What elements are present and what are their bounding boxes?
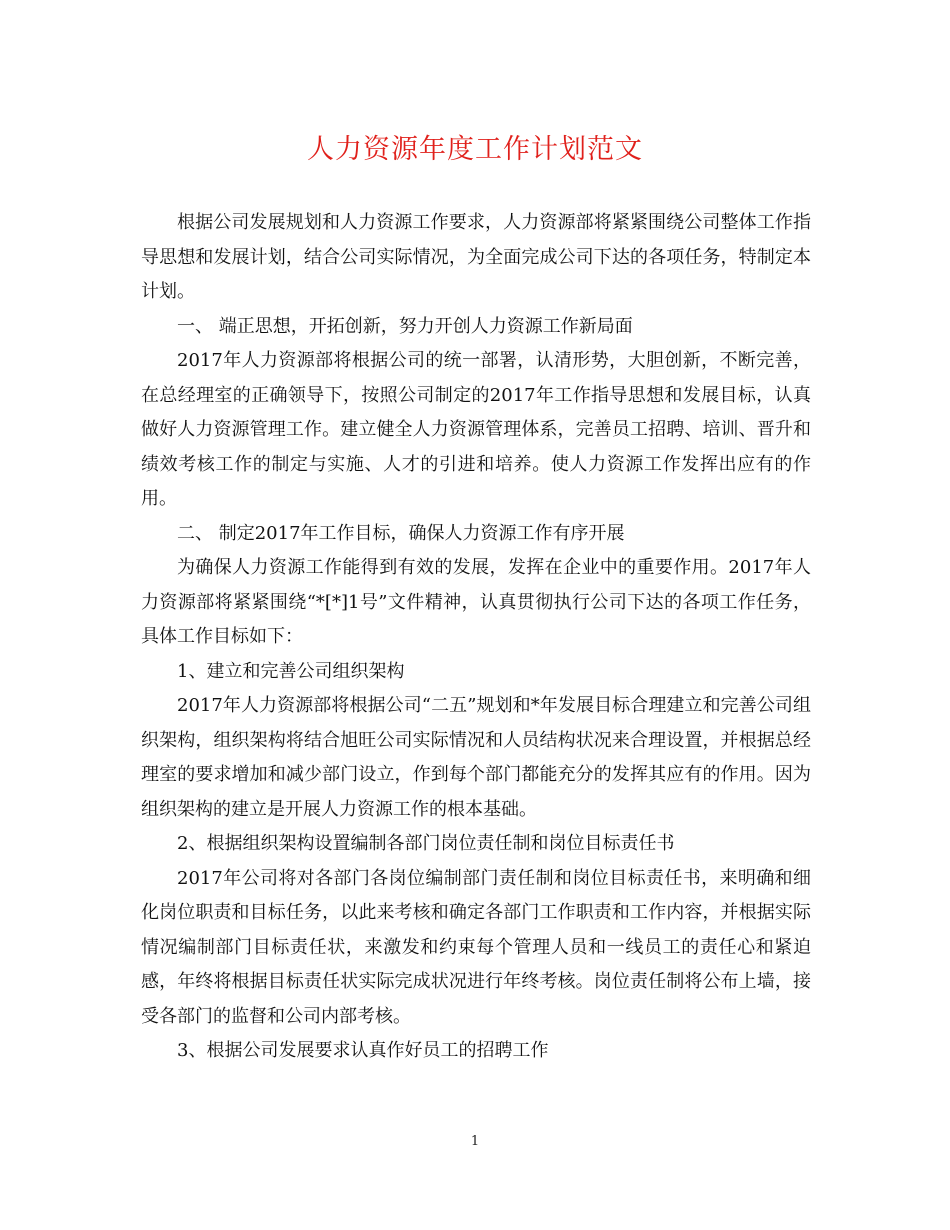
document-body: [141, 206, 811, 1069]
paragraph-intro: 根据公司发展规划和人力资源工作要求，人力资源部将紧紧围绕公司整体工作指导思想和发展计划，结合公司实际情况，为全面完成公司下达的各项任务，特制定本计划。: [141, 212, 811, 302]
document-title: 人力资源年度工作计划范文: [307, 134, 643, 165]
section-heading-2: 二、 制定2017年工作目标，确保人力资源工作有序开展: [177, 522, 625, 544]
paragraph-section-1: 2017年人力资源部将根据公司的统一部署，认清形势，大胆创新，不断完善，在总经理室的正确领导下，按照公司制定的2017年工作指导思想和发展目标，认真做好人力资源管理工作。建立健全人力资源管理体系，完善员工招聘、培训、晋升和绩效考核工作的制定与实施、人才的引进和培养。使人力资源工作发挥出应有的作用。: [141, 350, 811, 509]
paragraph-section-2: 为确保人力资源工作能得到有效的发展，发挥在企业中的重要作用。2017年人力资源部将紧紧围绕“*[*]1号”文件精神，认真贯彻执行公司下达的各项工作任务，具体工作目标如下：: [141, 557, 811, 647]
section-heading-1: 一、 端正思想，开拓创新，努力开创人力资源工作新局面: [177, 315, 633, 337]
paragraph-subsection-2: 2017年公司将对各部门各岗位编制部门责任制和岗位目标责任书，来明确和细化岗位职责和目标任务，以此来考核和确定各部门工作职责和工作内容，并根据实际情况编制部门目标责任状，来激发和约束每个管理人员和一线员工的责任心和紧迫感，年终将根据目标责任状实际完成状况进行年终考核。岗位责任制将公布上墙，接受各部门的监督和公司内部考核。: [141, 867, 811, 1027]
paragraph-subsection-1: 2017年人力资源部将根据公司“二五”规划和*年发展目标合理建立和完善公司组织架构，组织架构将结合旭旺公司实际情况和人员结构状况来合理设置，并根据总经理室的要求增加和减少部门设立，作到每个部门都能充分的发挥其应有的作用。因为组织架构的建立是开展人力资源工作的根本基础。: [141, 695, 811, 820]
subheading-3: 3、根据公司发展要求认真作好员工的招聘工作: [177, 1040, 549, 1061]
subheading-1: 1、建立和完善公司组织架构: [177, 660, 405, 682]
page-number: 1: [470, 1134, 480, 1149]
subheading-2: 2、根据组织架构设置编制各部门岗位责任制和岗位目标责任书: [177, 833, 675, 854]
